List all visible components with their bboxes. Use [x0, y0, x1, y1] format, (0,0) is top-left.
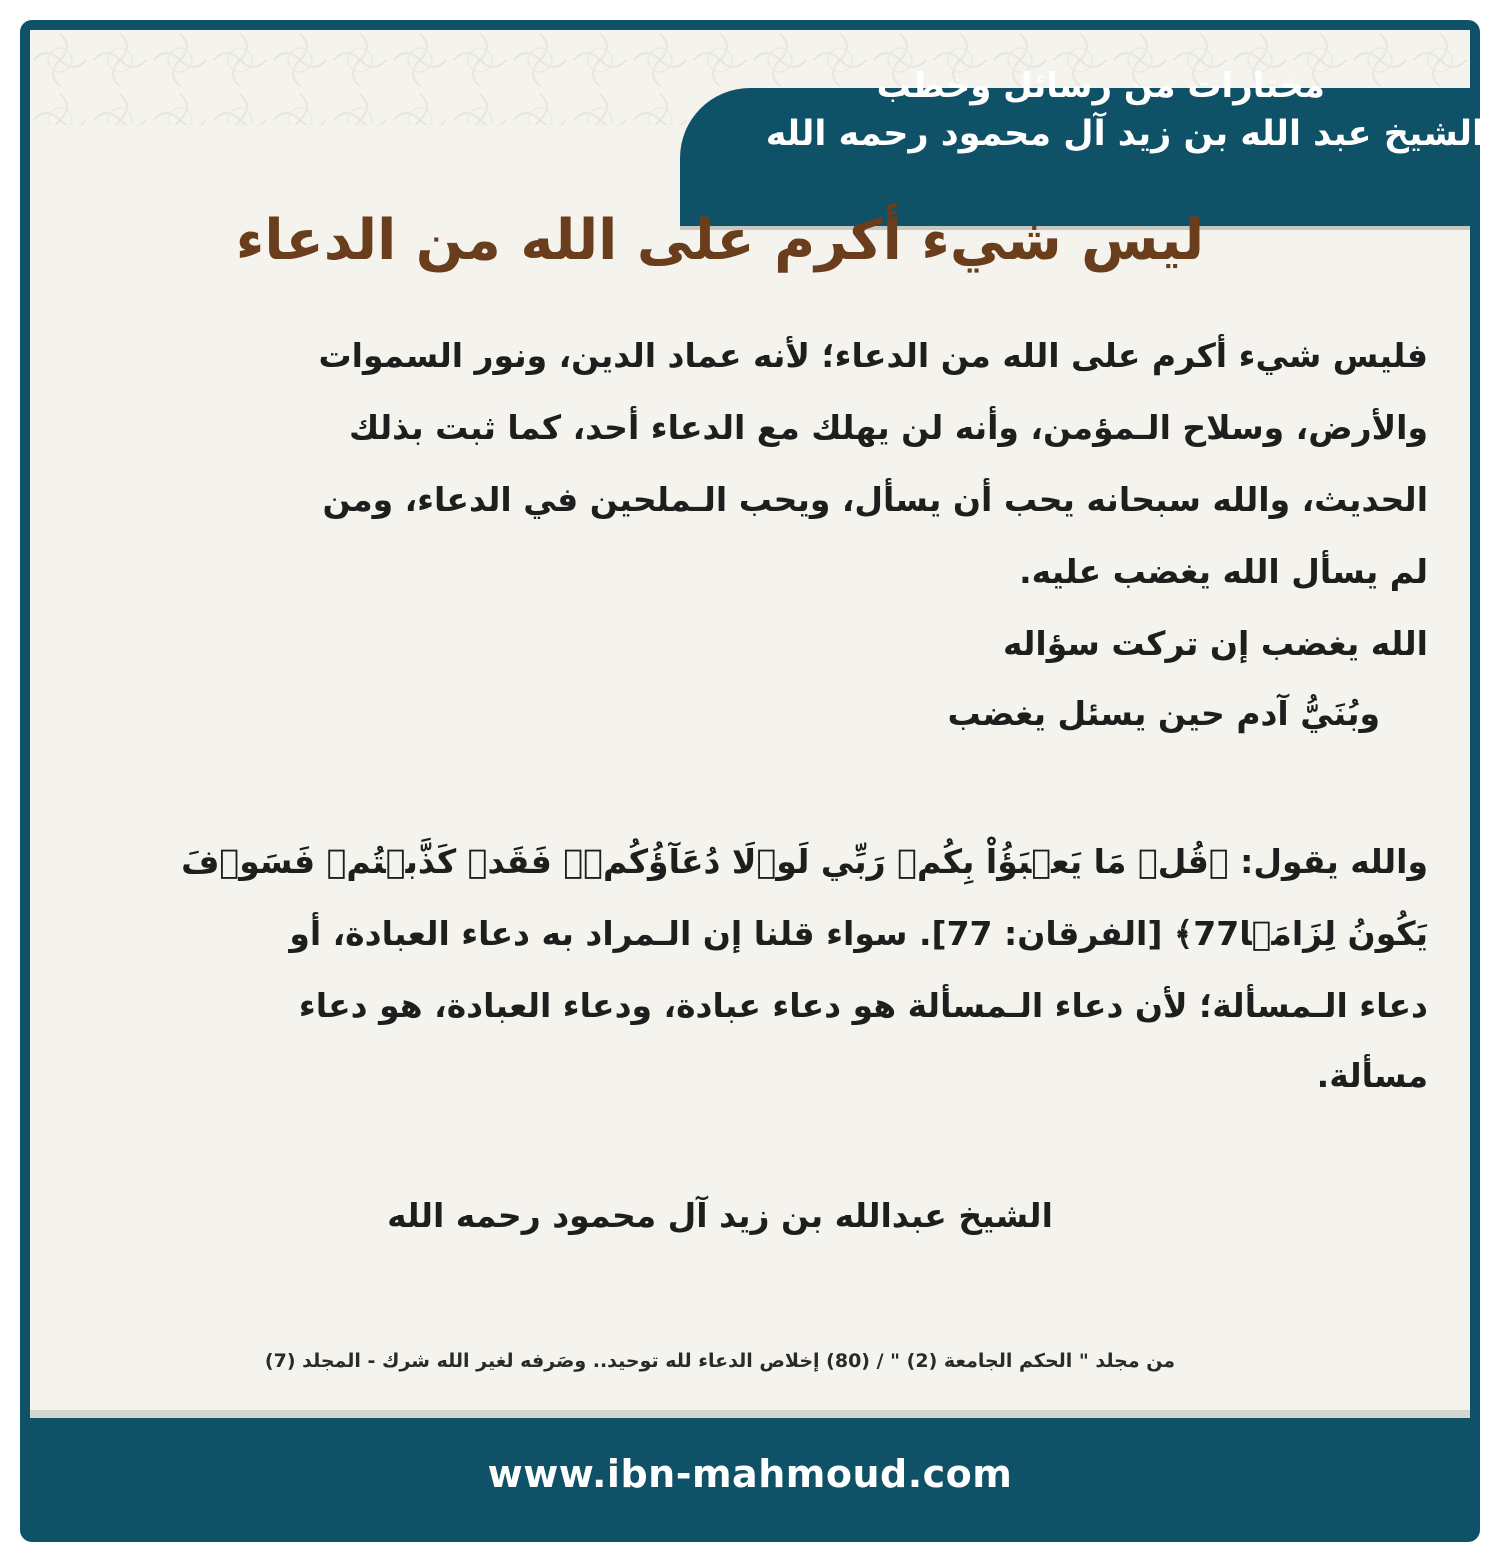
paragraph-line: لم يسأل الله يغضب عليه.	[1019, 552, 1428, 591]
poem-line: وبُنَيُّ آدم حين يسئل يغضب	[947, 694, 1380, 733]
poem-line: الله يغضب إن تركت سؤاله	[1003, 624, 1428, 663]
website-link[interactable]: www.ibn-mahmoud.com	[487, 1452, 1013, 1496]
paragraph-line: والأرض، وسلاح الـمؤمن، وأنه لن يهلك مع الدعاء أحد، كما ثبت بذلك	[349, 408, 1428, 447]
header-author: الشيخ عبد الله بن زيد آل محمود رحمه الله	[765, 114, 1484, 154]
paragraph-line: يَكُونُ لِزَامَۢا77﴾ [الفرقان: 77]. سواء قلنا إن الـمراد به دعاء العبادة، أو	[289, 914, 1428, 953]
panel-bottom-strip	[30, 1410, 1470, 1418]
quran-line: والله يقول: ﴿قُلۡ مَا يَعۡبَؤُاْ بِكُمۡ رَبِّي لَوۡلَا دُعَآؤُكُمۡۖ فَقَدۡ كَذَّبۡتُمۡ فَسَوۡفَ	[181, 842, 1428, 881]
header-subtitle: مختارات من رسائل وخطب	[876, 66, 1325, 106]
page-title: ليس شيء أكرم على الله من الدعاء	[235, 208, 1205, 273]
paragraph-line: مسألة.	[1316, 1056, 1428, 1095]
article-body	[148, 0, 1428, 1100]
paragraph-line: فليس شيء أكرم على الله من الدعاء؛ لأنه عماد الدين، ونور السموات	[318, 336, 1428, 375]
source-reference: من مجلد " الحكم الجامعة (2) " / (80) إخلاص الدعاء لله توحيد.. وصَرفه لغير الله شرك - المجلد (7)	[264, 1350, 1176, 1372]
paragraph-line: الحديث، والله سبحانه يحب أن يسأل، ويحب الـملحين في الدعاء، ومن	[322, 480, 1428, 519]
author-signature: الشيخ عبدالله بن زيد آل محمود رحمه الله	[387, 1196, 1053, 1235]
paragraph-line: دعاء الـمسألة؛ لأن دعاء الـمسألة هو دعاء عبادة، ودعاء العبادة، هو دعاء	[298, 986, 1428, 1025]
